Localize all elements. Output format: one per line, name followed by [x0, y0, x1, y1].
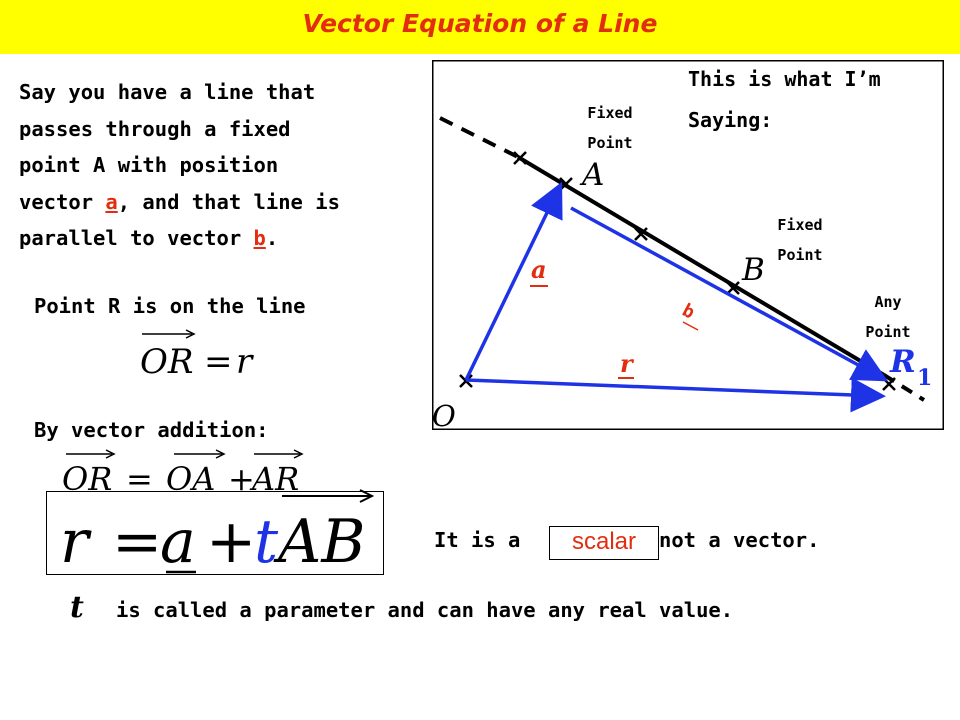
- page-title: Vector Equation of a Line: [302, 9, 658, 38]
- eq2-ar: AR: [252, 460, 300, 498]
- fixed-point-b-line-2: Point: [777, 246, 823, 264]
- label-O: O: [432, 399, 456, 430]
- title-bar: [0, 0, 960, 54]
- eq3-r: r: [60, 507, 89, 577]
- label-vector-b: b: [678, 299, 699, 324]
- intro-line-2: passes through a fixed: [19, 116, 291, 141]
- caption-line-2: Saying:: [688, 108, 773, 132]
- label-vector-a: a: [531, 255, 547, 284]
- eq3-ab: AB: [278, 507, 366, 577]
- any-point-line-2: Point: [865, 323, 911, 341]
- eq1-equals: =: [204, 342, 233, 382]
- eq2-oa: OA: [166, 460, 216, 498]
- the-line: [518, 157, 884, 375]
- point-r-statement: Point R is on the line: [34, 294, 306, 318]
- eq3-plus: +: [206, 507, 257, 577]
- scalar-word: scalar: [571, 528, 637, 555]
- intro-paragraph: [19, 74, 419, 257]
- label-vector-r: r: [620, 349, 633, 378]
- fixed-point-a-line-2: Point: [587, 134, 633, 152]
- eq3-equals: =: [112, 507, 163, 577]
- eq1-rhs: r: [236, 342, 253, 382]
- parameter-note: is called a parameter and can have any real value.: [116, 598, 734, 622]
- parameter-t: t: [70, 590, 84, 625]
- eq2-or: OR: [62, 460, 113, 498]
- label-vector-b-underline: [683, 322, 698, 330]
- intro-line-5: [19, 220, 419, 257]
- label-R-subscript: 1: [917, 365, 933, 391]
- vector-a-text: a: [105, 189, 118, 214]
- label-A: A: [582, 157, 605, 193]
- eq2-equals: =: [126, 460, 153, 498]
- vector-a-arrow: [466, 188, 559, 380]
- fixed-point-a-line-1: Fixed: [587, 104, 633, 122]
- eq3-a: a: [160, 507, 196, 577]
- any-point-line-1: Any: [874, 293, 902, 311]
- intro-line-4-start: vector: [19, 189, 106, 214]
- line-extension-left: [440, 118, 518, 157]
- label-R: R: [890, 344, 916, 380]
- vector-b-text: b: [253, 226, 266, 250]
- intro-line-3: point A with position: [19, 153, 279, 177]
- eq2-plus: +: [228, 460, 255, 498]
- scalar-note-start: It is a: [434, 528, 521, 552]
- vector-b-arrow: [571, 208, 882, 378]
- scalar-note-end: not a vector.: [659, 528, 820, 552]
- intro-line-4: [19, 184, 419, 221]
- intro-line-5-end: .: [265, 226, 279, 250]
- vector-addition-heading: By vector addition:: [34, 418, 269, 442]
- intro-line-4-end: , and that line is: [117, 189, 340, 214]
- caption-line-1: This is what I’m: [688, 67, 881, 91]
- fixed-point-b-line-1: Fixed: [777, 216, 823, 234]
- line-diagram-svg: [432, 60, 944, 430]
- line-diagram: [432, 60, 944, 430]
- intro-line-1: Say you have a line that: [19, 80, 316, 104]
- equation-or-equals-r: [138, 326, 288, 382]
- intro-line-5-start: parallel to vector: [19, 226, 254, 250]
- vector-r-arrow: [466, 380, 879, 396]
- eq1-lhs: OR: [140, 342, 194, 382]
- label-B: B: [742, 252, 765, 288]
- vector-equation: [56, 486, 382, 578]
- eq3-t: t: [254, 507, 279, 577]
